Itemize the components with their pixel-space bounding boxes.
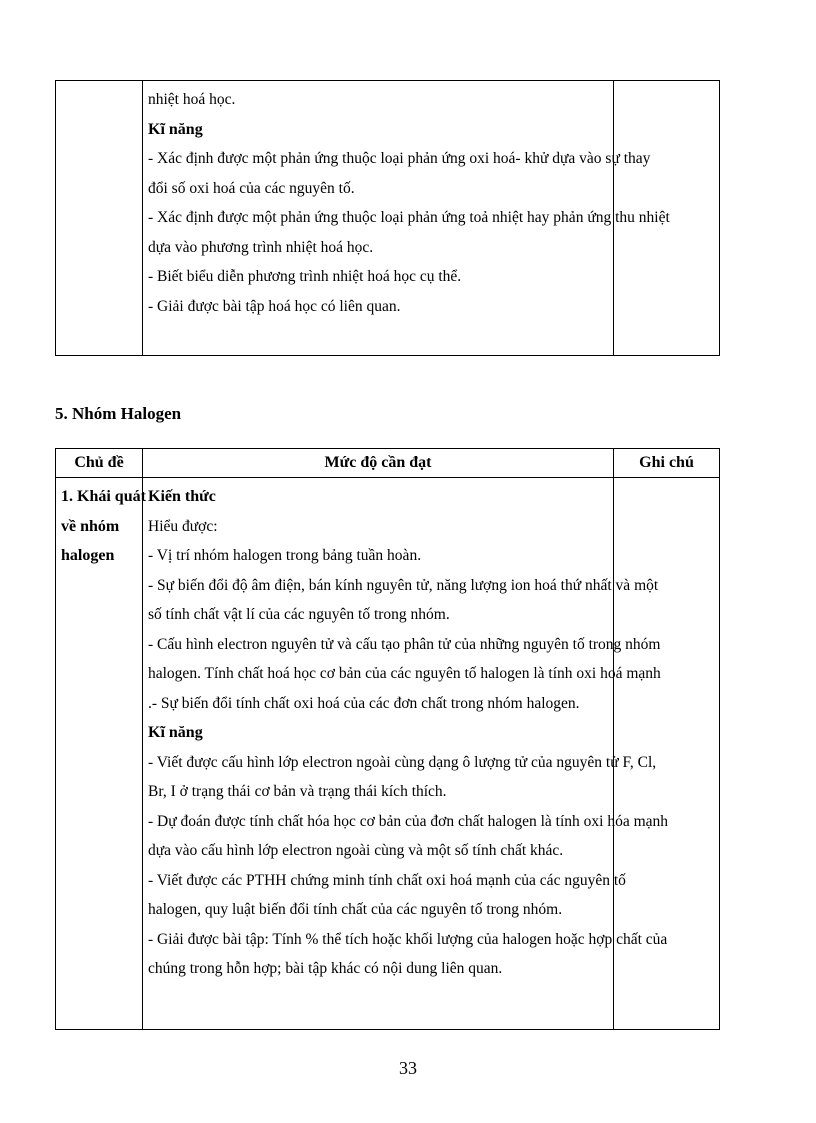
topic-cell-empty — [56, 81, 143, 356]
topic-cell — [56, 478, 146, 1030]
content-cell — [143, 81, 670, 356]
page-number: 33 — [399, 1058, 417, 1078]
text-line: - Xác định được một phản ứng thuộc loại phản ứng toả nhiệt hay phản ứng thu nhiệt — [148, 209, 670, 226]
table-row — [56, 478, 720, 1030]
text-line: - Cấu hình electron nguyên tử và cấu tạo phân tử của những nguyên tố trong nhóm — [148, 635, 661, 653]
header-row — [56, 449, 720, 478]
header-level: Mức độ cần đạt — [143, 449, 614, 478]
text-line: halogen, quy luật biến đổi tính chất của các nguyên tố trong nhóm. — [148, 901, 563, 918]
subheading: Kĩ năng — [148, 120, 203, 138]
header-note: Ghi chú — [614, 449, 720, 478]
content-lines — [143, 81, 670, 321]
text-line: - Sự biến đổi độ âm điện, bán kính nguyên tử, năng lượng ion hoá thứ nhất và một — [148, 576, 659, 594]
subheading: Kiến thức — [148, 488, 216, 505]
text-line: - Dự đoán được tính chất hóa học cơ bản của đơn chất halogen là tính oxi hóa mạnh — [148, 812, 669, 830]
content-lines — [143, 478, 669, 984]
text-line: - Vị trí nhóm halogen trong bảng tuần hoàn. — [148, 547, 422, 564]
text-line: .- Sự biến đổi tính chất oxi hoá của các đơn chất trong nhóm halogen. — [148, 694, 580, 712]
topic-line: 1. Khái quát — [61, 488, 146, 505]
text-line: nhiệt hoá học. — [148, 91, 236, 108]
text-line: Hiểu được: — [148, 517, 218, 535]
subheading: Kĩ năng — [148, 724, 203, 741]
halogen-table — [55, 448, 720, 1030]
text-line: - Viết được cấu hình lớp electron ngoài cùng dạng ô lượng tử của nguyên tử F, Cl, — [148, 753, 657, 771]
content-cell — [143, 478, 669, 1030]
topic-line: về nhóm — [61, 517, 120, 535]
continued-table — [55, 80, 720, 356]
text-line: dựa vào phương trình nhiệt hoá học. — [148, 238, 374, 256]
text-line: đổi số oxi hoá của các nguyên tố. — [148, 179, 355, 197]
text-line: halogen. Tính chất hoá học cơ bản của các nguyên tố halogen là tính oxi hoá mạnh — [148, 665, 661, 682]
text-line: - Biết biểu diễn phương trình nhiệt hoá học cụ thể. — [148, 268, 462, 285]
section-title: 5. Nhóm Halogen — [55, 404, 182, 423]
text-line: - Xác định được một phản ứng thuộc loại phản ứng oxi hoá- khử dựa vào sự thay — [148, 150, 651, 167]
topic-line: halogen — [61, 547, 115, 564]
header-topic: Chủ đề — [56, 449, 143, 478]
topic-lines — [56, 478, 146, 571]
text-line: Br, I ở trạng thái cơ bản và trạng thái kích thích. — [148, 783, 447, 800]
text-line: dựa vào cấu hình lớp electron ngoài cùng và một số tính chất khác. — [148, 842, 564, 859]
text-line: - Giải được bài tập: Tính % thể tích hoặc khối lượng của halogen hoặc hợp chất của — [148, 930, 668, 948]
text-line: chúng trong hỗn hợp; bài tập khác có nội dung liên quan. — [148, 960, 503, 977]
text-line: - Viết được các PTHH chứng minh tính chất oxi hoá mạnh của các nguyên tố — [148, 871, 626, 889]
text-line: số tính chất vật lí của các nguyên tố trong nhóm. — [148, 606, 450, 623]
text-line: - Giải được bài tập hoá học có liên quan. — [148, 297, 401, 315]
